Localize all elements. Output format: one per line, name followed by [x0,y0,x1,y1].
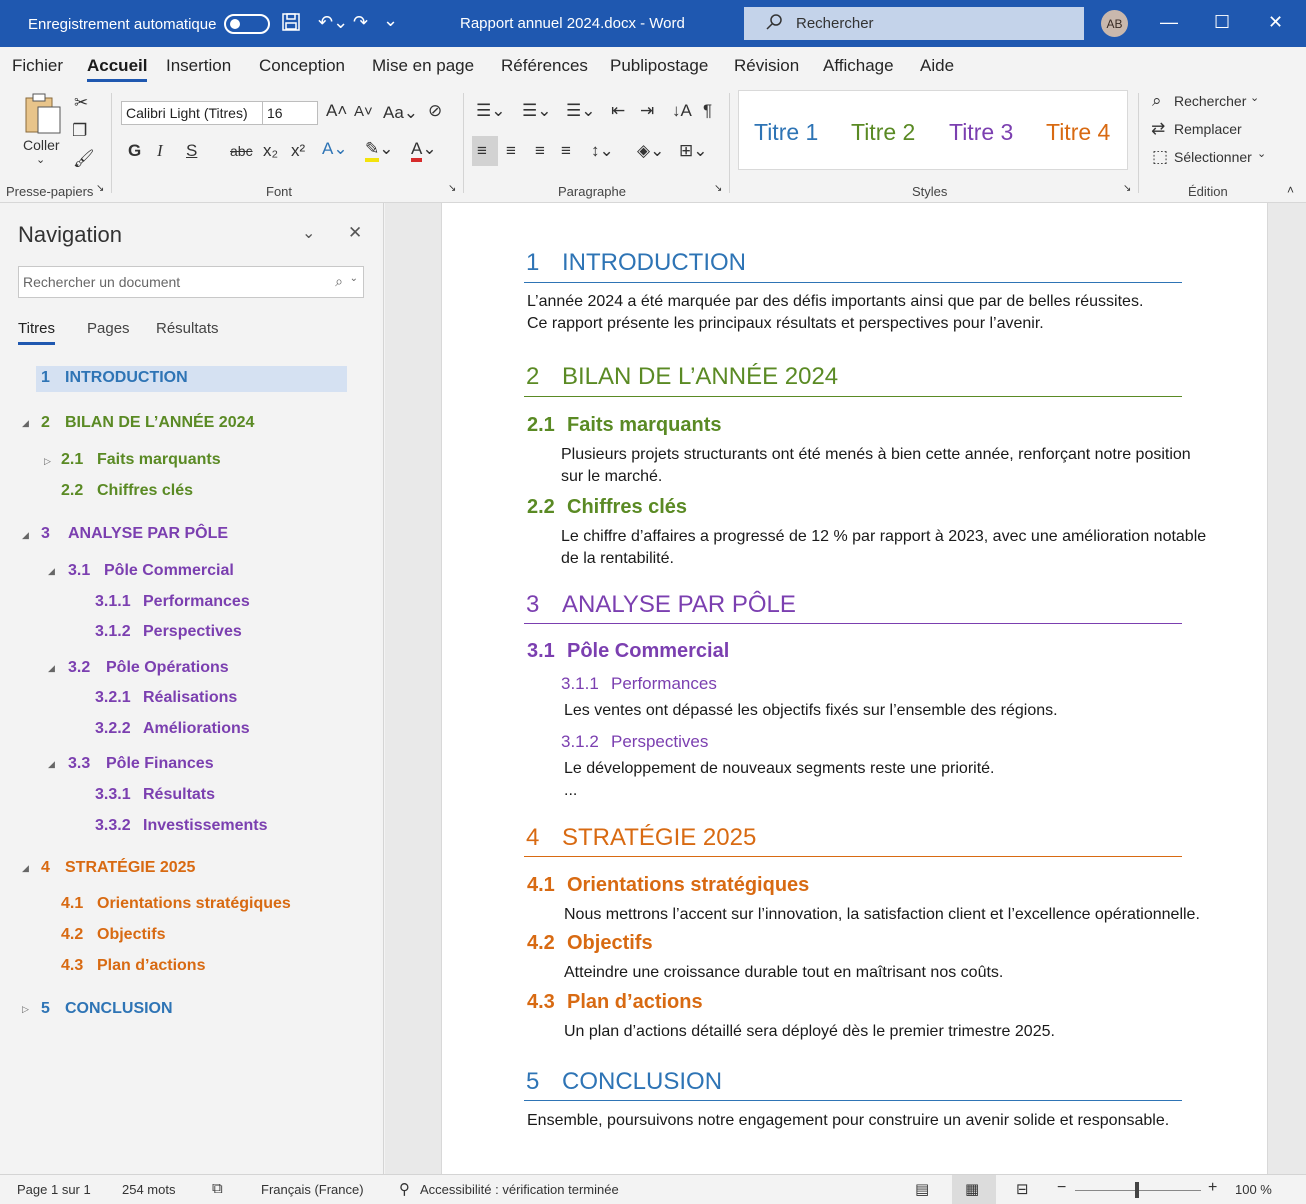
doc-heading-num: 3.1.1 [561,674,599,693]
nav-num: 3.3.1 [95,786,131,803]
numbering-icon[interactable]: ☰⌄ [522,101,552,120]
nav-label: Améliorations [143,720,250,737]
nav-label: CONCLUSION [65,1000,173,1017]
doc-paragraph: Le développement de nouveaux segments reste une priorité. [564,760,995,777]
doc-paragraph: Ce rapport présente les principaux résultats et perspectives pour l’avenir. [527,315,1044,332]
pane-options-icon[interactable]: ⌄ [302,225,316,242]
cut-icon[interactable]: ✂ [74,93,89,112]
nav-num: 2.2 [61,482,84,499]
doc-paragraph: Ensemble, poursuivons notre engagement pour construire un avenir solide et responsable. [527,1112,1170,1129]
shrink-font-icon[interactable]: A˅ [354,103,373,120]
doc-heading-2-1 [527,414,721,437]
doc-heading-num: 3.1 [527,640,555,662]
align-left-icon[interactable]: ≡ [477,141,487,160]
styles-launcher-icon[interactable]: ↘ [1123,183,1132,194]
shading-icon[interactable]: ◈⌄ [637,141,665,160]
proofing-icon[interactable]: ⧉ [212,1180,223,1197]
search-icon [766,14,782,34]
document-page[interactable] [441,203,1268,1174]
focus-view-icon[interactable]: ▤ [915,1181,930,1198]
paragraph-launcher-icon[interactable]: ↘ [714,183,723,194]
tab-insertion[interactable]: Insertion [166,56,232,75]
strikethrough-icon[interactable]: abc [230,143,253,159]
increase-indent-icon[interactable]: ⇥ [640,101,655,120]
nav-num: 2.1 [61,451,84,468]
styles-gallery [738,90,1128,170]
title-bar [0,0,1306,47]
doc-heading-5 [526,1068,722,1096]
close-pane-icon[interactable]: ✕ [348,223,363,242]
zoom-out-icon[interactable]: − [1057,1179,1067,1196]
page-count[interactable]: Page 1 sur 1 [17,1182,91,1197]
maximize-icon[interactable]: ☐ [1214,12,1231,32]
font-color-icon[interactable]: A⌄ [411,139,437,159]
show-formatting-icon[interactable]: ¶ [703,101,713,120]
nav-label: Plan d’actions [97,957,206,974]
divider [111,93,112,193]
title-search-box[interactable] [744,7,1084,40]
collapse-triangle-icon[interactable]: ◢ [22,418,29,428]
nav-num: 4.1 [61,895,84,912]
title-search-placeholder: Rechercher [796,15,874,32]
align-center-icon[interactable]: ≡ [506,141,516,160]
nav-heading-3-1[interactable] [68,562,234,580]
minimize-icon[interactable]: — [1160,12,1178,32]
tab-fichier[interactable]: Fichier [12,56,64,75]
heading-rule [524,856,1182,857]
doc-heading-text: Plan d’actions [567,991,703,1013]
nav-label: ANALYSE PAR PÔLE [68,525,229,542]
collapse-triangle-icon[interactable]: ◢ [22,863,29,873]
doc-heading-2 [526,363,838,391]
doc-heading-text: Pôle Commercial [567,640,730,662]
font-launcher-icon[interactable]: ↘ [448,183,457,194]
search-options-icon[interactable]: ⌄ [349,273,358,284]
doc-heading-num: 4.3 [527,991,555,1013]
nav-label: INTRODUCTION [65,369,188,386]
avatar[interactable]: AB [1101,10,1128,37]
nav-heading-4[interactable] [41,859,195,877]
clipboard-launcher-icon[interactable]: ↘ [96,183,105,194]
nav-heading-2-2[interactable] [61,482,193,500]
tab-aide[interactable]: Aide [920,56,955,75]
nav-label: Chiffres clés [97,482,194,499]
autosave-toggle[interactable] [224,14,270,34]
clipboard-group-label: Presse-papiers [6,184,94,199]
nav-heading-3-1-1[interactable] [95,593,250,611]
tab-references[interactable]: Références [501,56,588,75]
nav-tab-resultats[interactable]: Résultats [156,320,219,337]
doc-heading-num: 4.2 [527,932,555,954]
doc-heading-text: Faits marquants [567,414,722,436]
expand-triangle-icon[interactable]: ▷ [22,1004,29,1014]
doc-heading-text: BILAN DE L’ANNÉE 2024 [562,363,839,390]
nav-num: 4.2 [61,926,84,943]
tab-conception[interactable]: Conception [259,56,346,75]
style-titre-3[interactable]: Titre 3 [949,119,1014,145]
borders-icon[interactable]: ⊞⌄ [679,141,708,160]
find-dropdown-icon[interactable]: ⌄ [1250,92,1260,104]
collapse-triangle-icon[interactable]: ◢ [48,566,55,576]
doc-heading-4 [526,824,756,852]
doc-heading-num: 4 [526,824,540,851]
save-icon[interactable] [281,12,301,37]
doc-heading-4-2 [527,932,653,955]
divider [463,93,464,193]
zoom-level[interactable]: 100 % [1235,1182,1272,1197]
copy-icon[interactable]: ❐ [72,121,88,140]
underline-icon[interactable]: S [186,141,198,160]
doc-heading-text: CONCLUSION [562,1068,723,1095]
nav-heading-1[interactable] [41,369,188,387]
document-title: Rapport annuel 2024.docx - Word [460,15,685,32]
nav-label: STRATÉGIE 2025 [65,859,196,876]
nav-num: 3.1.2 [95,623,131,640]
nav-num: 3.3 [68,755,91,772]
doc-heading-3-1-2 [561,732,708,752]
nav-heading-3-2[interactable] [68,659,229,677]
editing-group-label: Édition [1188,184,1228,199]
customize-toolbar-icon[interactable]: ⌄ [383,10,399,30]
ribbon-tabs [0,47,1306,85]
doc-heading-text: Perspectives [611,732,709,751]
close-icon[interactable]: ✕ [1268,12,1284,32]
heading-rule [524,282,1182,283]
doc-heading-num: 4.1 [527,874,555,896]
doc-paragraph: sur le marché. [561,468,663,485]
web-layout-icon[interactable]: ⊟ [1016,1181,1029,1198]
select-button[interactable]: Sélectionner [1174,149,1252,165]
tab-affichage[interactable]: Affichage [823,56,894,75]
doc-heading-text: Chiffres clés [567,496,688,518]
nav-num: 4.3 [61,957,84,974]
zoom-in-icon[interactable]: + [1208,1179,1218,1196]
clear-formatting-icon[interactable]: ⊘ [428,101,443,120]
nav-label: Investissements [143,817,268,834]
nav-label: Objectifs [97,926,166,943]
collapse-triangle-icon[interactable]: ◢ [22,530,29,540]
doc-heading-text: Orientations stratégiques [567,874,810,896]
nav-num: 3 [41,525,50,542]
multilevel-list-icon[interactable]: ☰⌄ [566,101,596,120]
nav-heading-3-2-2[interactable] [95,720,250,738]
undo-icon[interactable]: ↶⌄ [318,12,349,32]
doc-paragraph: Atteindre une croissance durable tout en maîtrisant nos coûts. [564,964,1004,981]
doc-heading-2-2 [527,496,687,519]
nav-num: 1 [41,369,50,386]
sort-icon[interactable]: ↓A [672,101,692,120]
collapse-triangle-icon[interactable]: ◢ [48,663,55,673]
nav-label: Pôle Finances [106,755,214,772]
nav-heading-3-2-1[interactable] [95,689,237,707]
font-family-select[interactable] [121,101,263,125]
accessibility-status[interactable]: Accessibilité : vérification terminée [420,1182,619,1197]
replace-button[interactable]: Remplacer [1174,121,1242,137]
zoom-slider-thumb[interactable] [1135,1182,1139,1198]
doc-heading-3-1-1 [561,674,717,694]
select-dropdown-icon[interactable]: ⌄ [1257,148,1267,160]
doc-heading-text: Objectifs [567,932,653,954]
nav-num: 3.2 [68,659,91,676]
doc-heading-3 [526,591,796,619]
italic-icon[interactable]: I [157,141,163,160]
nav-heading-3-3[interactable] [68,755,214,773]
heading-rule [524,623,1182,624]
document-area [385,203,1306,1174]
nav-num: 3.2.2 [95,720,131,737]
doc-heading-num: 2.2 [527,496,555,518]
line-spacing-icon[interactable]: ↕⌄ [591,141,614,160]
language[interactable]: Français (France) [261,1182,364,1197]
align-right-icon[interactable]: ≡ [535,141,545,160]
navigation-pane [0,203,384,1174]
doc-paragraph: de la rentabilité. [561,550,674,567]
nav-num: 3.1.1 [95,593,131,610]
doc-heading-4-1 [527,874,809,897]
style-titre-4[interactable]: Titre 4 [1046,119,1111,145]
nav-num: 2 [41,414,50,431]
doc-heading-3-1 [527,640,729,663]
nav-num: 3.1 [68,562,91,579]
ribbon [0,85,1306,203]
doc-heading-num: 3.1.2 [561,732,599,751]
paragraph-group-label: Paragraphe [558,184,626,199]
nav-label: Faits marquants [97,451,221,468]
doc-heading-num: 1 [526,249,540,276]
nav-heading-5[interactable] [41,1000,173,1018]
doc-paragraph: L’année 2024 a été marquée par des défis importants ainsi que par de belles réussites. [527,293,1144,310]
nav-heading-3-1-2[interactable] [95,623,242,641]
nav-num: 3.3.2 [95,817,131,834]
nav-label: Perspectives [143,623,242,640]
nav-heading-3[interactable] [41,525,228,543]
navigation-search-placeholder: Rechercher un document [23,274,181,290]
doc-heading-4-3 [527,991,703,1014]
nav-heading-2-1[interactable] [61,451,221,469]
style-titre-1[interactable]: Titre 1 [754,119,819,145]
nav-tab-pages[interactable]: Pages [87,320,130,337]
divider [1138,93,1139,193]
nav-heading-4-1[interactable] [61,895,291,913]
nav-heading-3-3-2[interactable] [95,817,268,835]
doc-heading-num: 5 [526,1068,540,1095]
style-titre-2[interactable]: Titre 2 [851,119,916,145]
doc-heading-text: STRATÉGIE 2025 [562,824,757,851]
format-painter-icon[interactable]: 🖌 [73,149,95,168]
nav-label: Performances [143,593,250,610]
change-case-icon[interactable]: Aa⌄ [383,103,419,122]
nav-num: 4 [41,859,50,876]
doc-paragraph: Nous mettrons l’accent sur l’innovation, la satisfaction client et l’excellence opérationnelle. [564,906,1200,923]
doc-heading-num: 2.1 [527,414,555,436]
font-size-select[interactable] [262,101,318,125]
autosave-label: Enregistrement automatique [28,15,217,33]
doc-heading-text: INTRODUCTION [562,249,746,276]
doc-paragraph: Un plan d’actions détaillé sera déployé dès le premier trimestre 2025. [564,1023,1055,1040]
grow-font-icon[interactable]: A˄ [326,101,348,120]
highlight-icon[interactable]: ✎⌄ [365,139,394,159]
nav-tab-titres[interactable]: Titres [18,320,55,337]
print-layout-icon[interactable]: ▦ [965,1181,980,1198]
font-group-label: Font [266,184,293,199]
doc-heading-num: 2 [526,363,540,390]
tab-accueil[interactable]: Accueil [87,56,148,75]
bullets-icon[interactable]: ☰⌄ [476,101,506,120]
paste-icon[interactable] [24,93,62,140]
tab-mise-en-page[interactable]: Mise en page [372,56,475,75]
redo-icon[interactable]: ↷ [353,12,369,32]
doc-paragraph: Le chiffre d’affaires a progressé de 12 % par rapport à 2023, avec une amélioration notable [561,528,1207,545]
nav-heading-4-3[interactable] [61,957,205,975]
status-bar [0,1174,1306,1204]
find-button[interactable]: Rechercher [1174,93,1247,109]
search-icon[interactable]: ⌕ [335,273,343,289]
doc-heading-text: Performances [611,674,717,693]
nav-label: Résultats [143,786,216,803]
divider [729,93,730,193]
navigation-title: Navigation [18,222,122,247]
expand-triangle-icon[interactable]: ▷ [44,456,51,466]
nav-label: Réalisations [143,689,238,706]
collapse-triangle-icon[interactable]: ◢ [48,759,55,769]
nav-label: Pôle Commercial [104,562,234,579]
nav-heading-2[interactable] [41,414,254,432]
justify-icon[interactable]: ≡ [561,141,571,160]
nav-heading-3-3-1[interactable] [95,786,215,804]
decrease-indent-icon[interactable]: ⇤ [611,101,626,120]
styles-group-label: Styles [912,184,948,199]
find-icon[interactable]: ⌕ [1152,91,1162,110]
nav-label: BILAN DE L’ANNÉE 2024 [65,414,255,431]
superscript-icon[interactable]: x² [291,141,306,160]
word-count[interactable]: 254 mots [122,1182,176,1197]
nav-num: 3.2.1 [95,689,131,706]
nav-num: 5 [41,1000,50,1017]
autosave[interactable] [28,14,270,34]
paste-label[interactable]: Coller [23,137,60,153]
doc-heading-1 [526,249,746,277]
tab-revision[interactable]: Révision [734,56,800,75]
accessibility-icon[interactable]: ⚲ [399,1181,410,1198]
navigation-search-input[interactable] [18,266,364,298]
heading-rule [524,1100,1182,1101]
subscript-icon[interactable]: x₂ [263,141,279,160]
nav-label: Pôle Opérations [106,659,229,676]
text-effects-icon[interactable]: A⌄ [322,139,348,158]
nav-heading-4-2[interactable] [61,926,165,944]
doc-paragraph-ellipsis: ... [564,782,578,799]
nav-label: Orientations stratégiques [97,895,291,912]
font-size-value: 16 [267,105,283,121]
select-icon[interactable]: ⬚ [1152,147,1169,166]
doc-paragraph: Plusieurs projets structurants ont été menés à bien cette année, renforçant notre position [561,446,1191,463]
bold-icon[interactable]: G [128,141,142,160]
paste-dropdown-icon[interactable]: ⌄ [36,154,46,166]
font-family-value: Calibri Light (Titres) [126,105,248,121]
collapse-ribbon-icon[interactable]: ˄ [1287,183,1295,197]
doc-heading-text: ANALYSE PAR PÔLE [562,591,796,618]
tab-publipostage[interactable]: Publipostage [610,56,709,75]
heading-rule [524,396,1182,397]
replace-icon[interactable]: ⇄ [1151,119,1166,138]
doc-paragraph: Les ventes ont dépassé les objectifs fixés sur l’ensemble des régions. [564,702,1058,719]
doc-heading-num: 3 [526,591,540,618]
